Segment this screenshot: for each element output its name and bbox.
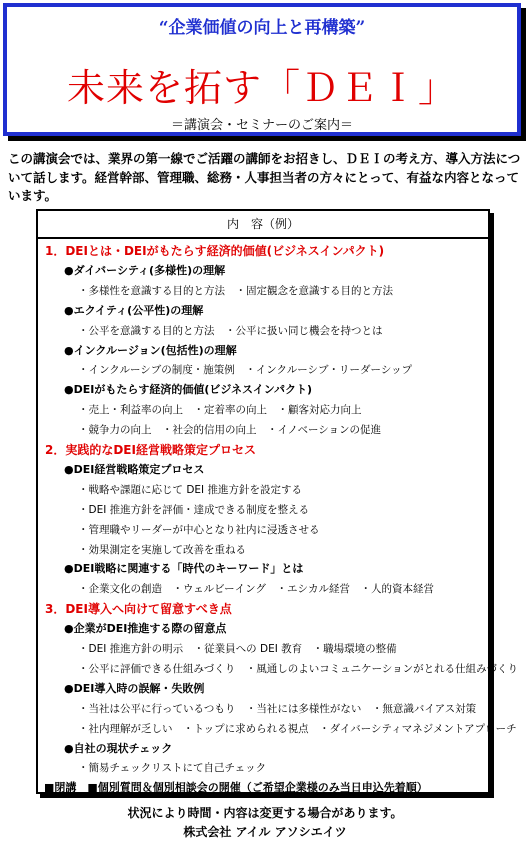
topic-point: ・インクルーシブの制度・施策例 ・インクルーシブ・リーダーシップ	[78, 364, 413, 377]
contents-heading: 内 容（例）	[38, 211, 488, 239]
topic-heading: ●DEIがもたらす経済的価値(ビジネスインパクト)	[64, 383, 313, 397]
banner-title: 未来を拓す「ＤＥＩ」	[66, 66, 457, 110]
topic-heading: ●DEI導入時の誤解・失敗例	[64, 681, 205, 695]
section-heading: 1．DEIとは・DEIがもたらす経済的価値(ビジネスインパクト)	[45, 244, 385, 258]
change-notice: 状況により時間・内容は変更する場合があります。	[127, 806, 403, 820]
intro-paragraph: この講演会では、業界の第一線でご活躍の講師をお招きし、ＤＥＩの考え方、導入方法について話します。経営幹部、管理職、総務・人事担当者の方々にとって、有益な内容となっています。	[8, 151, 521, 203]
topic-point: ・多様性を意識する目的と方法 ・固定観念を意識する目的と方法	[78, 284, 393, 297]
topic-heading: ■閉講 ■個別質問＆個別相談会の開催（ご希望企業様のみ当日申込先着順）	[44, 781, 428, 795]
topic-heading: ●DEI戦略に関連する「時代のキーワード」とは	[64, 562, 304, 576]
topic-point: ・戦略や課題に応じて DEI 推進方針を設定する	[78, 483, 302, 496]
topic-point: ・当社は公平に行っているつもり ・当社には多様性がない ・無意識バイアス対策	[78, 702, 477, 715]
topic-heading: ●ダイバーシティ(多様性)の理解	[64, 263, 226, 277]
topic-point: ・簡易チェックリストにて自己チェック	[78, 762, 267, 775]
contents-panel	[36, 209, 518, 795]
topic-heading: ●インクルージョン(包括性)の理解	[64, 343, 237, 357]
topic-point: ・企業文化の創造 ・ウェルビーイング ・エシカル経営 ・人的資本経営	[78, 583, 434, 596]
section-heading: 2．実践的なDEI経営戦略策定プロセス	[45, 443, 256, 457]
topic-point: ・管理職やリーダーが中心となり社内に浸透させる	[78, 523, 320, 536]
topic-point: ・売上・利益率の向上 ・定着率の向上 ・顧客対応力向上	[78, 404, 362, 417]
topic-heading: ●DEI経営戦略策定プロセス	[64, 462, 205, 476]
topic-heading: ●自社の現状チェック	[64, 741, 173, 755]
topic-point: ・社内理解が乏しい ・トップに求められる視点 ・ダイバーシティマネジメントアプローチ	[78, 722, 517, 735]
topic-point: ・公平を意識する目的と方法 ・公平に扱い同じ機会を持つとは	[78, 324, 383, 337]
banner-caption: ＝講演会・セミナーのご案内＝	[170, 118, 353, 133]
banner-subtitle: “企業価値の向上と再構築”	[158, 18, 366, 38]
title-banner	[3, 3, 521, 136]
topic-point: ・DEI 推進方針を評価・達成できる制度を整える	[78, 503, 310, 516]
topic-point: ・競争力の向上 ・社会的信用の向上 ・イノベーションの促進	[78, 424, 382, 437]
topic-point: ・DEI 推進方針の明示 ・従業員への DEI 教育 ・職場環境の整備	[78, 643, 397, 655]
topic-heading: ●エクイティ(公平性)の理解	[64, 303, 204, 317]
company-name: 株式会社 アイル アソシエイツ	[183, 825, 347, 839]
topic-heading: ●企業がDEI推進する際の留意点	[64, 622, 227, 636]
topic-point: ・効果測定を実施して改善を重ねる	[78, 543, 246, 556]
topic-point: ・公平に評価できる仕組みづくり ・風通しのよいコミュニケーションがとれる仕組みづくり	[78, 662, 518, 675]
section-heading: 3．DEI導入へ向けて留意すべき点	[45, 602, 232, 617]
